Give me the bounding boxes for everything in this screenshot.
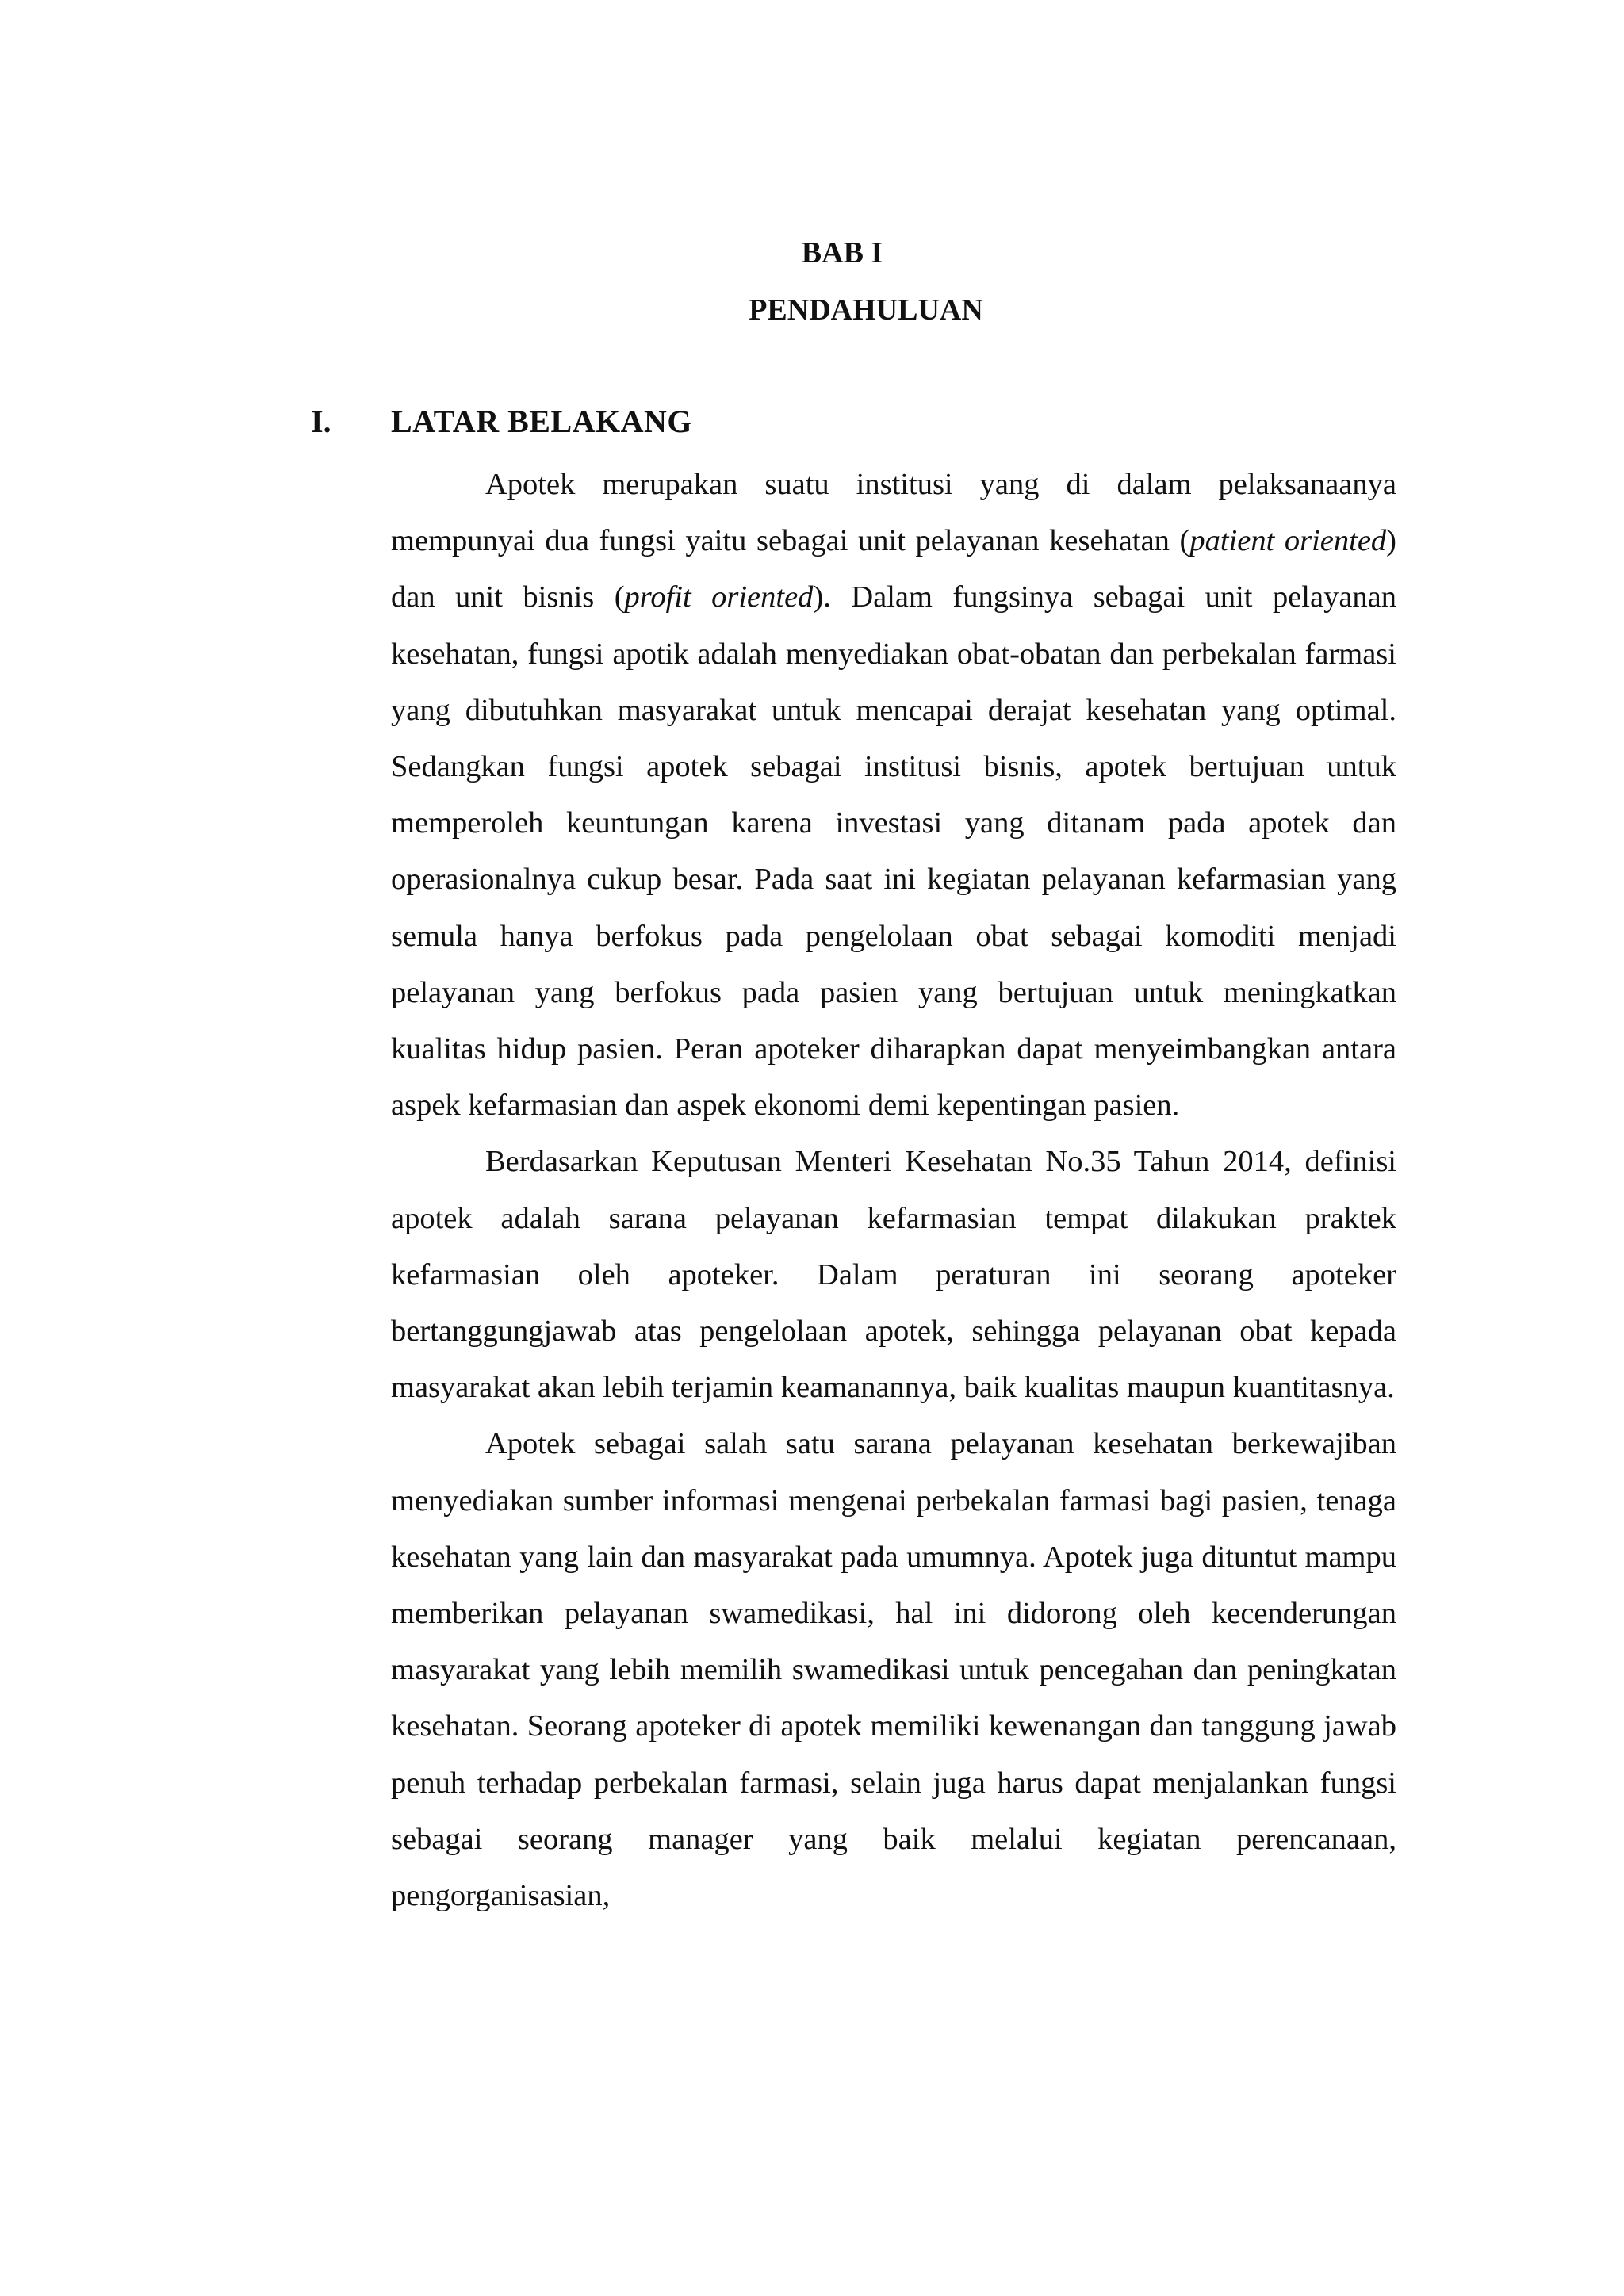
paragraph-1-italic-patient-oriented: patient oriented — [1189, 524, 1387, 558]
chapter-label: BAB I — [801, 236, 883, 270]
paragraph-1-italic-profit-oriented: profit oriented — [624, 580, 814, 614]
paragraph-1 — [391, 457, 1396, 1134]
section-title: LATAR BELAKANG — [391, 404, 693, 439]
paragraph-1-text-e: ). Dalam fungsinya sebagai unit pelayanan kesehatan, fungsi apotik adalah menyediakan obat-obatan dan perbekalan farmasi yang dibutuhkan masyarakat untuk mencapai derajat kesehatan yang optimal. Sedangkan fungsi apotek sebagai institusi bisnis, apotek bertujuan untuk memperoleh keuntungan karena investasi yang ditanam pada apotek dan operasionalnya cukup besar. Pada saat ini kegiatan pelayanan kefarmasian yang semula hanya berfokus pada pengelolaan obat sebagai komoditi menjadi pelayanan yang berfokus pada pasien yang bertujuan untuk meningkatkan kualitas hidup pasien. Peran apoteker diharapkan dapat menyeimbangkan antara aspek kefarmasian dan aspek ekonomi demi kepentingan pasien. — [391, 580, 1396, 1123]
paragraph-2: Berdasarkan Keputusan Menteri Kesehatan No.35 Tahun 2014, definisi apotek adalah sarana pelayanan kefarmasian tempat dilakukan praktek kefarmasian oleh apoteker. Dalam peraturan ini seorang apoteker bertanggungjawab atas pengelolaan apotek, sehingga pelayanan obat kepada masyarakat akan lebih terjamin keamanannya, baik kualitas maupun kuantitasnya. — [391, 1145, 1396, 1405]
paragraph-1-text-c: ) dan unit bisnis ( — [391, 524, 1396, 614]
chapter-title: PENDAHULUAN — [749, 293, 983, 327]
section-body — [391, 457, 1396, 1924]
paragraph-1-text-a: Apotek merupakan suatu institusi yang di dalam pelaksanaanya mempunyai dua fungsi yaitu sebagai unit pelayanan kesehatan ( — [391, 468, 1396, 558]
paragraph-3: Apotek sebagai salah satu sarana pelayanan kesehatan berkewajiban menyediakan sumber informasi mengenai perbekalan farmasi bagi pasien, tenaga kesehatan yang lain dan masyarakat pada umumnya. Apotek juga dituntut mampu memberikan pelayanan swamedikasi, hal ini didorong oleh kecenderungan masyarakat yang lebih memilih swamedikasi untuk pencegahan dan peningkatan kesehatan. Seorang apoteker di apotek memiliki kewenangan dan tanggung jawab penuh terhadap perbekalan farmasi, selain juga harus dapat menjalankan fungsi sebagai seorang manager yang baik melalui kegiatan perencanaan, pengorganisasian, — [391, 1427, 1396, 1913]
section-number: I. — [311, 404, 331, 439]
